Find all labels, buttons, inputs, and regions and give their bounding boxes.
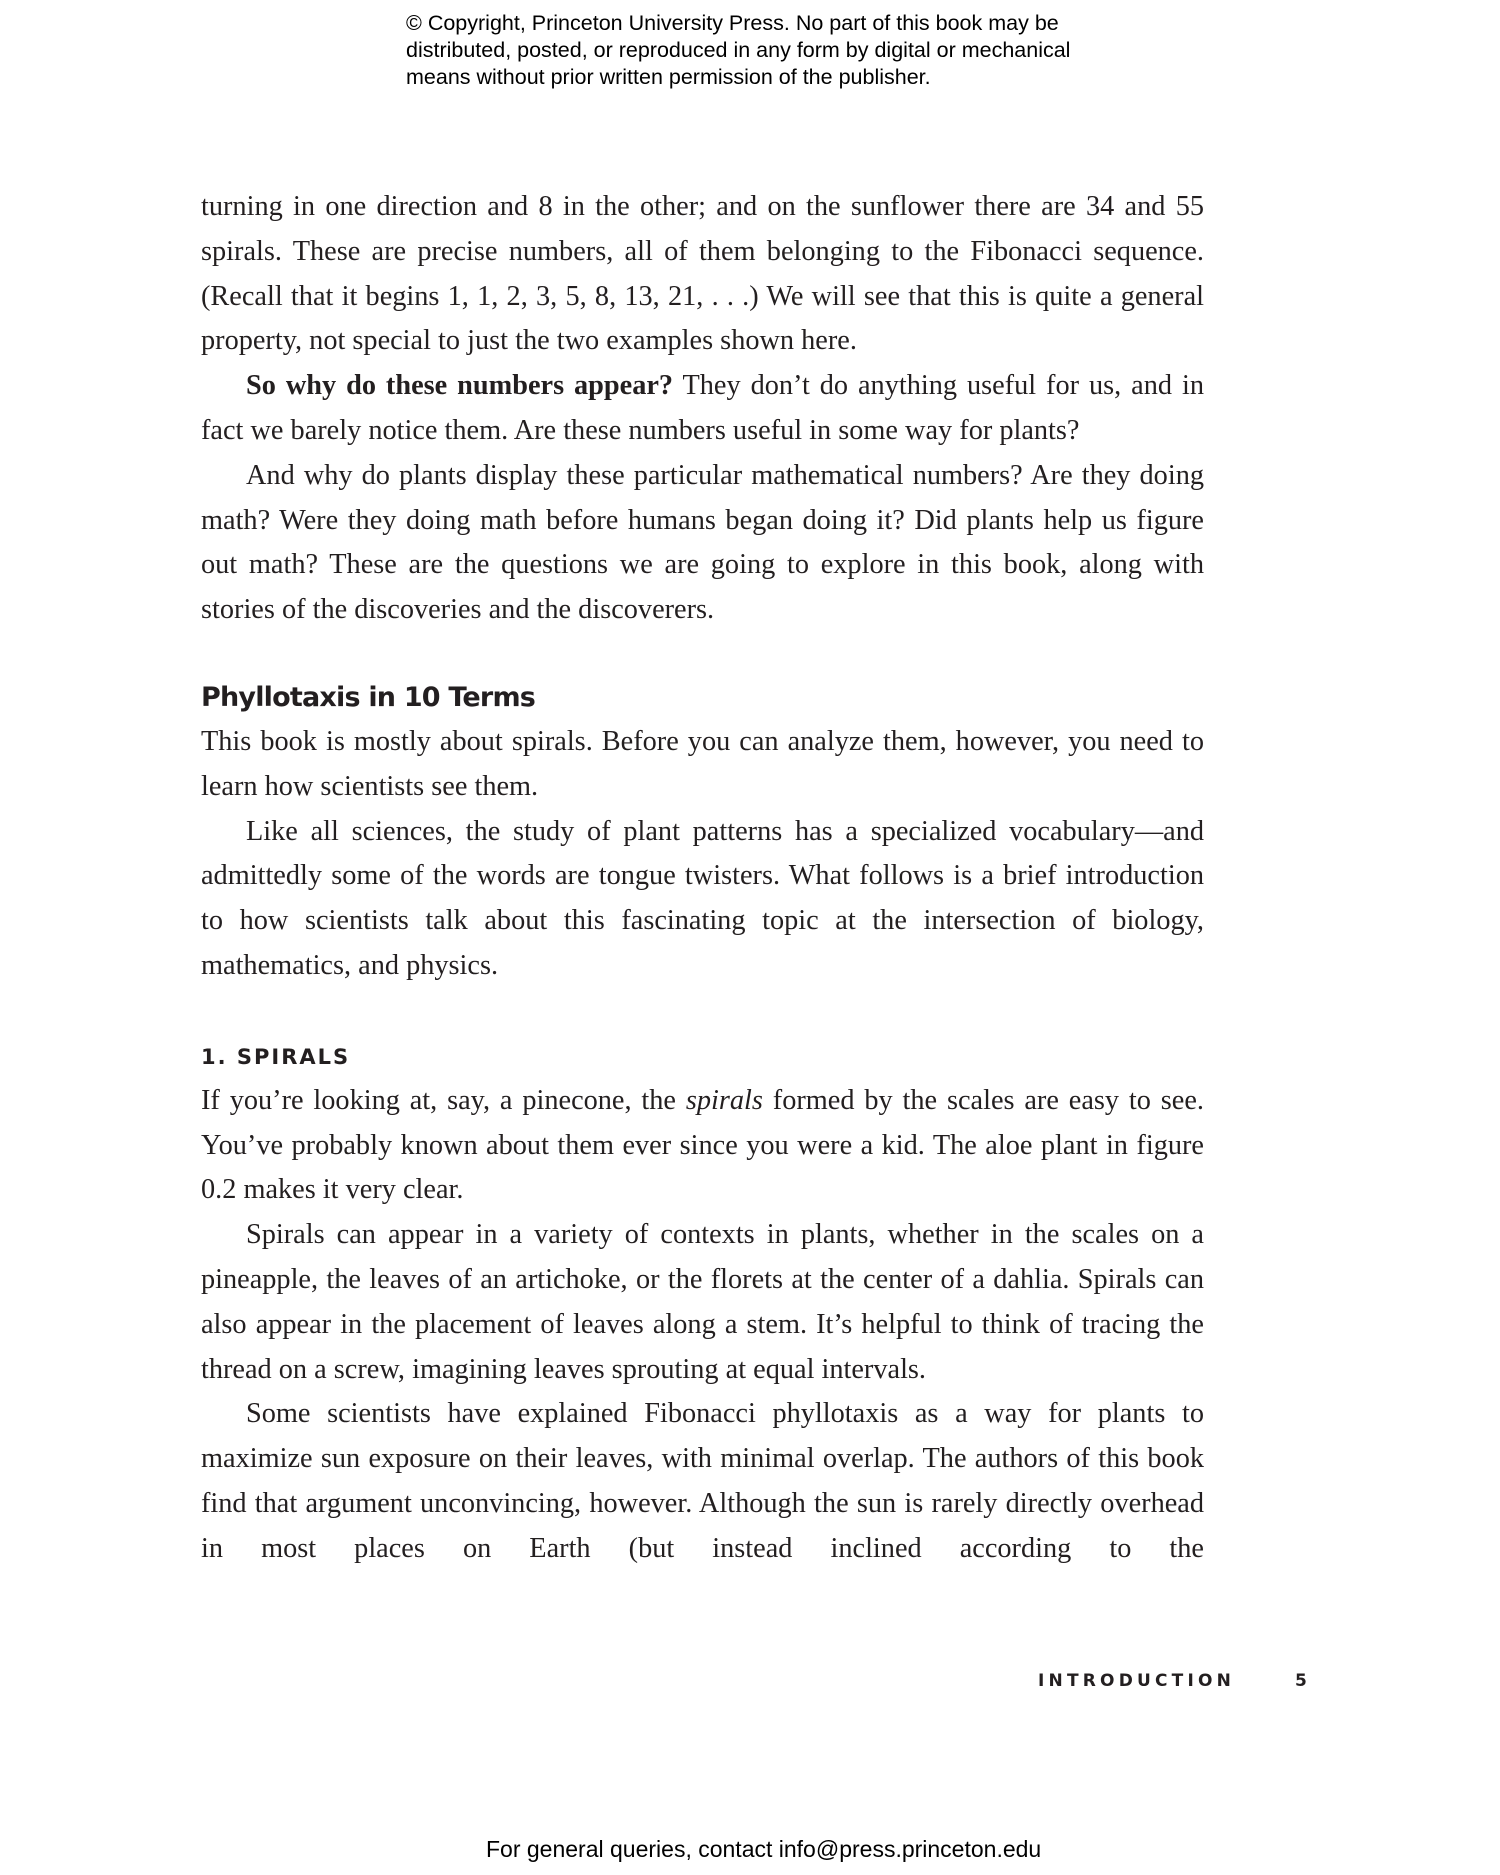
copyright-notice bbox=[406, 10, 1126, 91]
page-number: 5 bbox=[1295, 1671, 1307, 1691]
paragraph: Like all sciences, the study of plant patterns has a specialized vocabulary—and admittedly some of the words are tongue twisters. What follows is a brief introduction to how scientists talk about this fascinating topic at the intersection of biology, mathematics, and physics. bbox=[201, 815, 1204, 981]
subsection-heading: 1. SPIRALS bbox=[201, 1044, 351, 1069]
copyright-line: means without prior written permission of the publisher. bbox=[406, 65, 931, 89]
paragraph: This book is mostly about spirals. Before you can analyze them, however, you need to learn how scientists see them. bbox=[201, 725, 1204, 802]
paragraph: Spirals can appear in a variety of contexts in plants, whether in the scales on a pineapple, the leaves of an artichoke, or the florets at the center of a dahlia. Spirals can also appear in the placement of leaves along a stem. It’s helpful to think of tracing the thread on a screw, imagining leaves sprouting at equal intervals. bbox=[201, 1219, 1204, 1385]
paragraph-text: formed by the scales are easy to see. You’ve probably known about them ever since you were a kid. The aloe plant in figure 0.2 makes it very clear. bbox=[201, 1084, 1205, 1206]
paragraph: turning in one direction and 8 in the other; and on the sunflower there are 34 and 55 spirals. These are precise numbers, all of them belonging to the Fibonacci sequence. (Recall that it begins 1, 1, 2, 3, 5, 8, 13, 21, . . .) We will see that this is quite a general property, not special to just the two examples shown here. bbox=[201, 191, 1204, 357]
section-heading: Phyllotaxis in 10 Terms bbox=[201, 681, 536, 713]
paragraph: Some scientists have explained Fibonacci phyllotaxis as a way for plants to maximize sun exposure on their leaves, with minimal overlap. The authors of this book find that argument unconvincing, however. Although the sun is rarely directly overhead in most places on Earth (but instead inclined according to the bbox=[201, 1398, 1204, 1564]
copyright-line: © Copyright, Princeton University Press. No part of this book may be bbox=[406, 11, 1059, 35]
paragraph: And why do plants display these particular mathematical numbers? Are they doing math? Were they doing math before humans began doing it? Did plants help us figure out math? These are the questions we are going to explore in this book, along with stories of the discoveries and the discoverers. bbox=[201, 459, 1204, 626]
paragraph bbox=[201, 364, 1204, 454]
contact-line: For general queries, contact info@press.princeton.edu bbox=[486, 1836, 1042, 1862]
paragraph-bold-lead: So why do these numbers appear? bbox=[246, 370, 674, 402]
running-footer: INTRODUCTION bbox=[1038, 1671, 1236, 1691]
body-text bbox=[201, 185, 1204, 1572]
copyright-line: distributed, posted, or reproduced in any form by digital or mechanical bbox=[406, 38, 1071, 62]
paragraph bbox=[201, 1079, 1204, 1213]
paragraph-text: They don’t do anything useful for us, and in fact we barely notice them. Are these numbers useful in some way for plants? bbox=[201, 370, 1204, 446]
paragraph-text: If you’re looking at, say, a pinecone, the bbox=[201, 1084, 686, 1116]
emphasis-term: spirals bbox=[685, 1084, 763, 1116]
